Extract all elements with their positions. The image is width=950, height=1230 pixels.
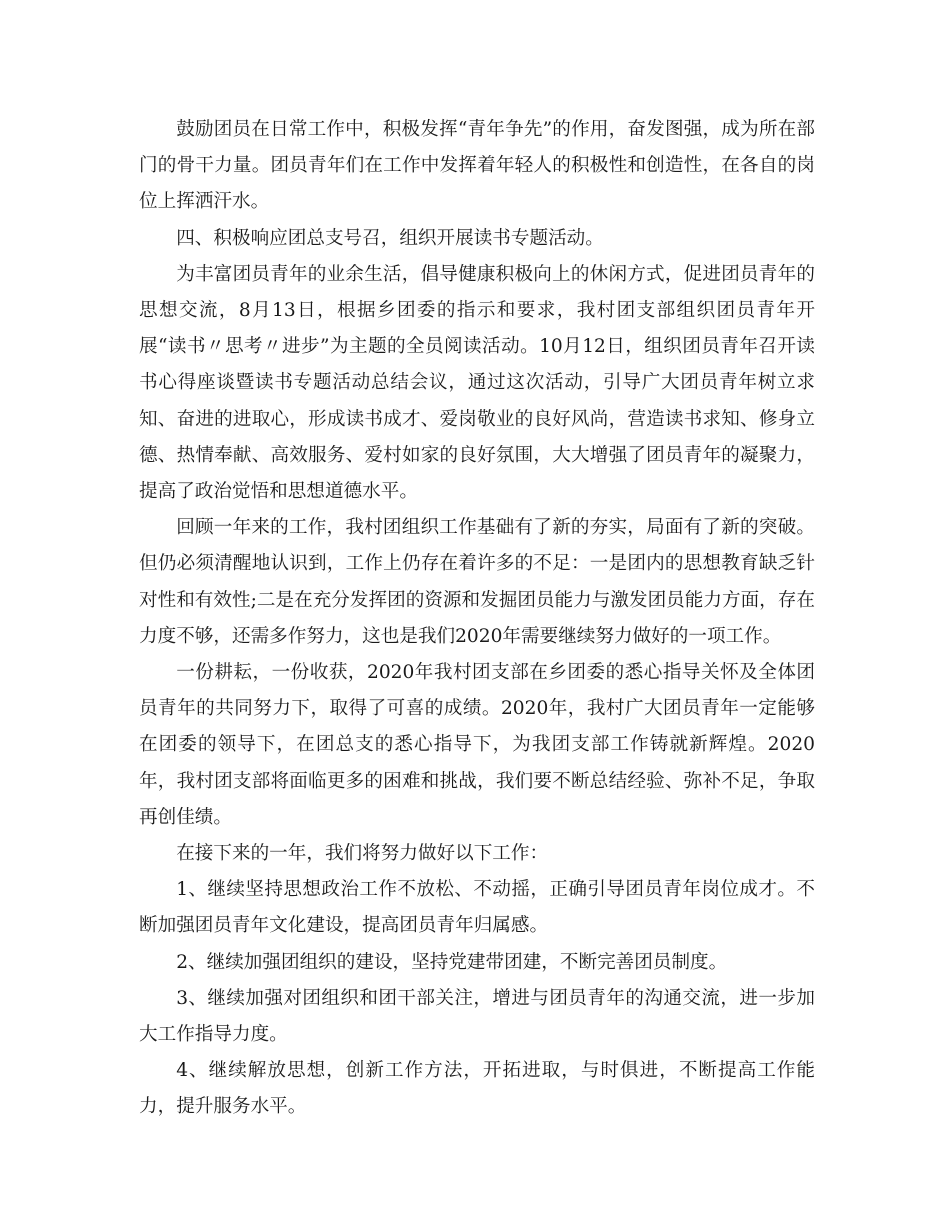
- paragraph-next-year-intro: 在接下来的一年，我们将努力做好以下工作：: [176, 843, 549, 865]
- list-item-3: 3、继续加强对团组织和团干部关注，增进与团员青年的沟通交流，进一步加大工作指导力度。: [139, 987, 815, 1046]
- list-item-2: 2、继续加强团组织的建设，坚持党建带团建，不断完善团员制度。: [176, 951, 728, 973]
- paragraph-encourage-members: 鼓励团员在日常工作中，积极发挥“青年争先”的作用，奋发图强，成为所在部门的骨干力量。团员青年们在工作中发挥着年轻人的积极性和创造性，在各自的岗位上挥洒汗水。: [139, 119, 815, 213]
- list-item-4: 4、继续解放思想，创新工作方法，开拓进取，与时俱进，不断提高工作能力，提升服务水平。: [139, 1060, 815, 1118]
- paragraph-achievements: 一份耕耘，一份收获，2020年我村团支部在乡团委的悉心指导关怀及全体团员青年的共同努力下，取得了可喜的成绩。2020年，我村广大团员青年一定能够在团委的领导下，在团总支的悉心指导下，为我团支部工作铸就新辉煌。2020年，我村团支部将面临更多的困难和挑战，我们要不断总结经验、弥补不足，争取再创佳绩。: [139, 662, 815, 828]
- paragraph-review: 回顾一年来的工作，我村团组织工作基础有了新的夯实，局面有了新的突破。但仍必须清醒地认识到，工作上仍存在着许多的不足：一是团内的思想教育缺乏针对性和有效性;二是在充分发挥团的资源和发掘团员能力与激发团员能力方面，存在力度不够，还需多作努力，这也是我们2020年需要继续努力做好的一项工作。: [139, 517, 815, 647]
- paragraph-reading-activity: 为丰富团员青年的业余生活，倡导健康积极向上的休闲方式，促进团员青年的思想交流，8月13日，根据乡团委的指示和要求，我村团支部组织团员青年开展“读书〃思考〃进步”为主题的全员阅读活动。10月12日，组织团员青年召开读书心得座谈暨读书专题活动总结会议，通过这次活动，引导广大团员青年树立求知、奋进的进取心，形成读书成才、爱岗敬业的良好风尚，营造读书求知、修身立德、热情奉献、高效服务、爱村如家的良好氛围，大大增强了团员青年的凝聚力，提高了政治觉悟和思想道德水平。: [139, 263, 815, 503]
- paragraph-section-four-heading: 四、积极响应团总支号召，组织开展读书专题活动。: [176, 227, 604, 249]
- list-item-1: 1、继续坚持思想政治工作不放松、不动摇，正确引导团员青年岗位成才。不断加强团员青年文化建设，提高团员青年归属感。: [139, 879, 815, 937]
- document-body: [139, 112, 815, 1126]
